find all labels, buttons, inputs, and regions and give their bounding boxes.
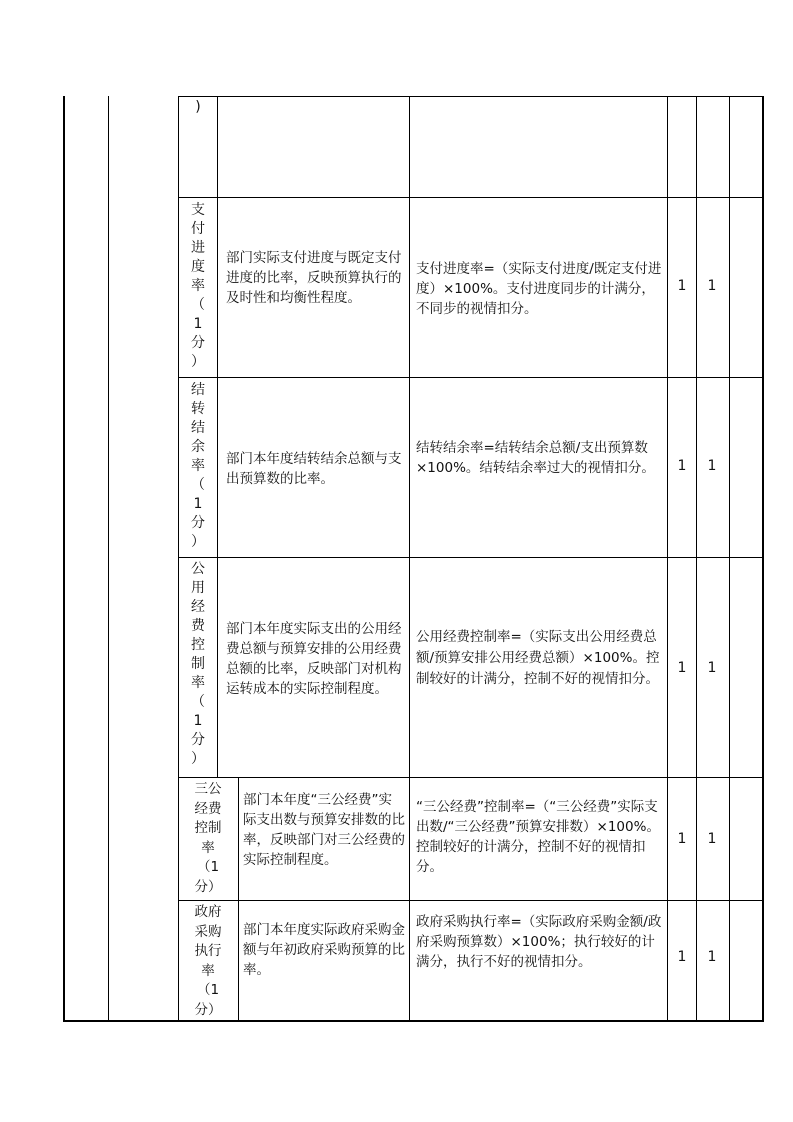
value-cell: 1 [707, 278, 717, 294]
score-cell: 1 [677, 831, 687, 847]
table-row-line-5 [178, 900, 764, 901]
indicator-description: 部门本年度“三公经费”实际支出数与预算安排数的比率，反映部门对三公经费的实际控制程度。 [243, 792, 405, 868]
scoring-formula: “三公经费”控制率=（“三公经费”实际支出数/“三公经费”预算安排数）×100%。控制较好的计满分，控制不好的视情扣分。 [416, 799, 660, 875]
table-col-line-7 [729, 96, 730, 1022]
table-row-line-2 [178, 377, 764, 378]
score-cell: 1 [677, 458, 687, 474]
table-row-line-4 [178, 777, 764, 778]
indicator-description: 部门本年度结转结余总额与支出预算数的比率。 [226, 451, 402, 487]
indicator-description: 部门本年度实际政府采购金额与年初政府采购预算的比率。 [243, 922, 405, 978]
scoring-formula: 结转结余率=结转结余总额/支出预算数×100%。结转结余率过大的视情扣分。 [416, 440, 655, 476]
table-border-bottom [63, 1020, 764, 1022]
value-cell: 1 [707, 660, 717, 676]
table-border-left [63, 96, 65, 1022]
table-col-line-5 [667, 96, 668, 1022]
table-col-line-4 [409, 96, 410, 1022]
indicator-name-cell: 政府 采购 执行 率 （1 分） [194, 904, 222, 1018]
scoring-formula: 支付进度率=（实际支付进度/既定支付进度）×100%。支付进度同步的计满分，不同步的视情扣分。 [416, 261, 662, 317]
indicator-name-cell: 三公 经费 控制 率 （1 分） [194, 781, 222, 895]
scoring-formula: 政府采购执行率=（实际政府采购金额/政府采购预算数）×100%；执行较好的计满分，执行不好的视情扣分。 [416, 914, 662, 970]
table-row-line-1 [178, 197, 764, 198]
score-cell: 1 [677, 278, 687, 294]
score-cell: 1 [677, 949, 687, 965]
indicator-description: 部门本年度实际支出的公用经费总额与预算安排的公用经费总额的比率，反映部门对机构运转成本的实际控制程度。 [226, 621, 402, 697]
indicator-name-cell: 支 付 进 度 率 （ 1 分 ） [191, 202, 205, 370]
table-col-line-6 [696, 96, 697, 1022]
score-cell: 1 [677, 660, 687, 676]
value-cell: 1 [707, 831, 717, 847]
value-cell: 1 [707, 458, 717, 474]
table-border-right [762, 96, 764, 1022]
table-row-line-3 [178, 557, 764, 558]
indicator-description: 部门实际支付进度与既定支付进度的比率，反映预算执行的及时性和均衡性程度。 [226, 250, 402, 306]
indicator-name-cell: 结 转 结 余 率 （ 1 分 ） [191, 382, 205, 550]
indicator-name-cell: ) [195, 99, 201, 115]
value-cell: 1 [707, 949, 717, 965]
table-row-line-top [178, 96, 764, 97]
table-col-line-3a [217, 96, 218, 777]
indicator-name-cell: 公 用 经 费 控 制 率 （ 1 分 ） [191, 561, 205, 767]
table-col-line-1 [108, 96, 109, 1022]
scoring-formula: 公用经费控制率=（实际支出公用经费总额/预算安排公用经费总额）×100%。控制较好的计满分，控制不好的视情扣分。 [416, 629, 660, 687]
